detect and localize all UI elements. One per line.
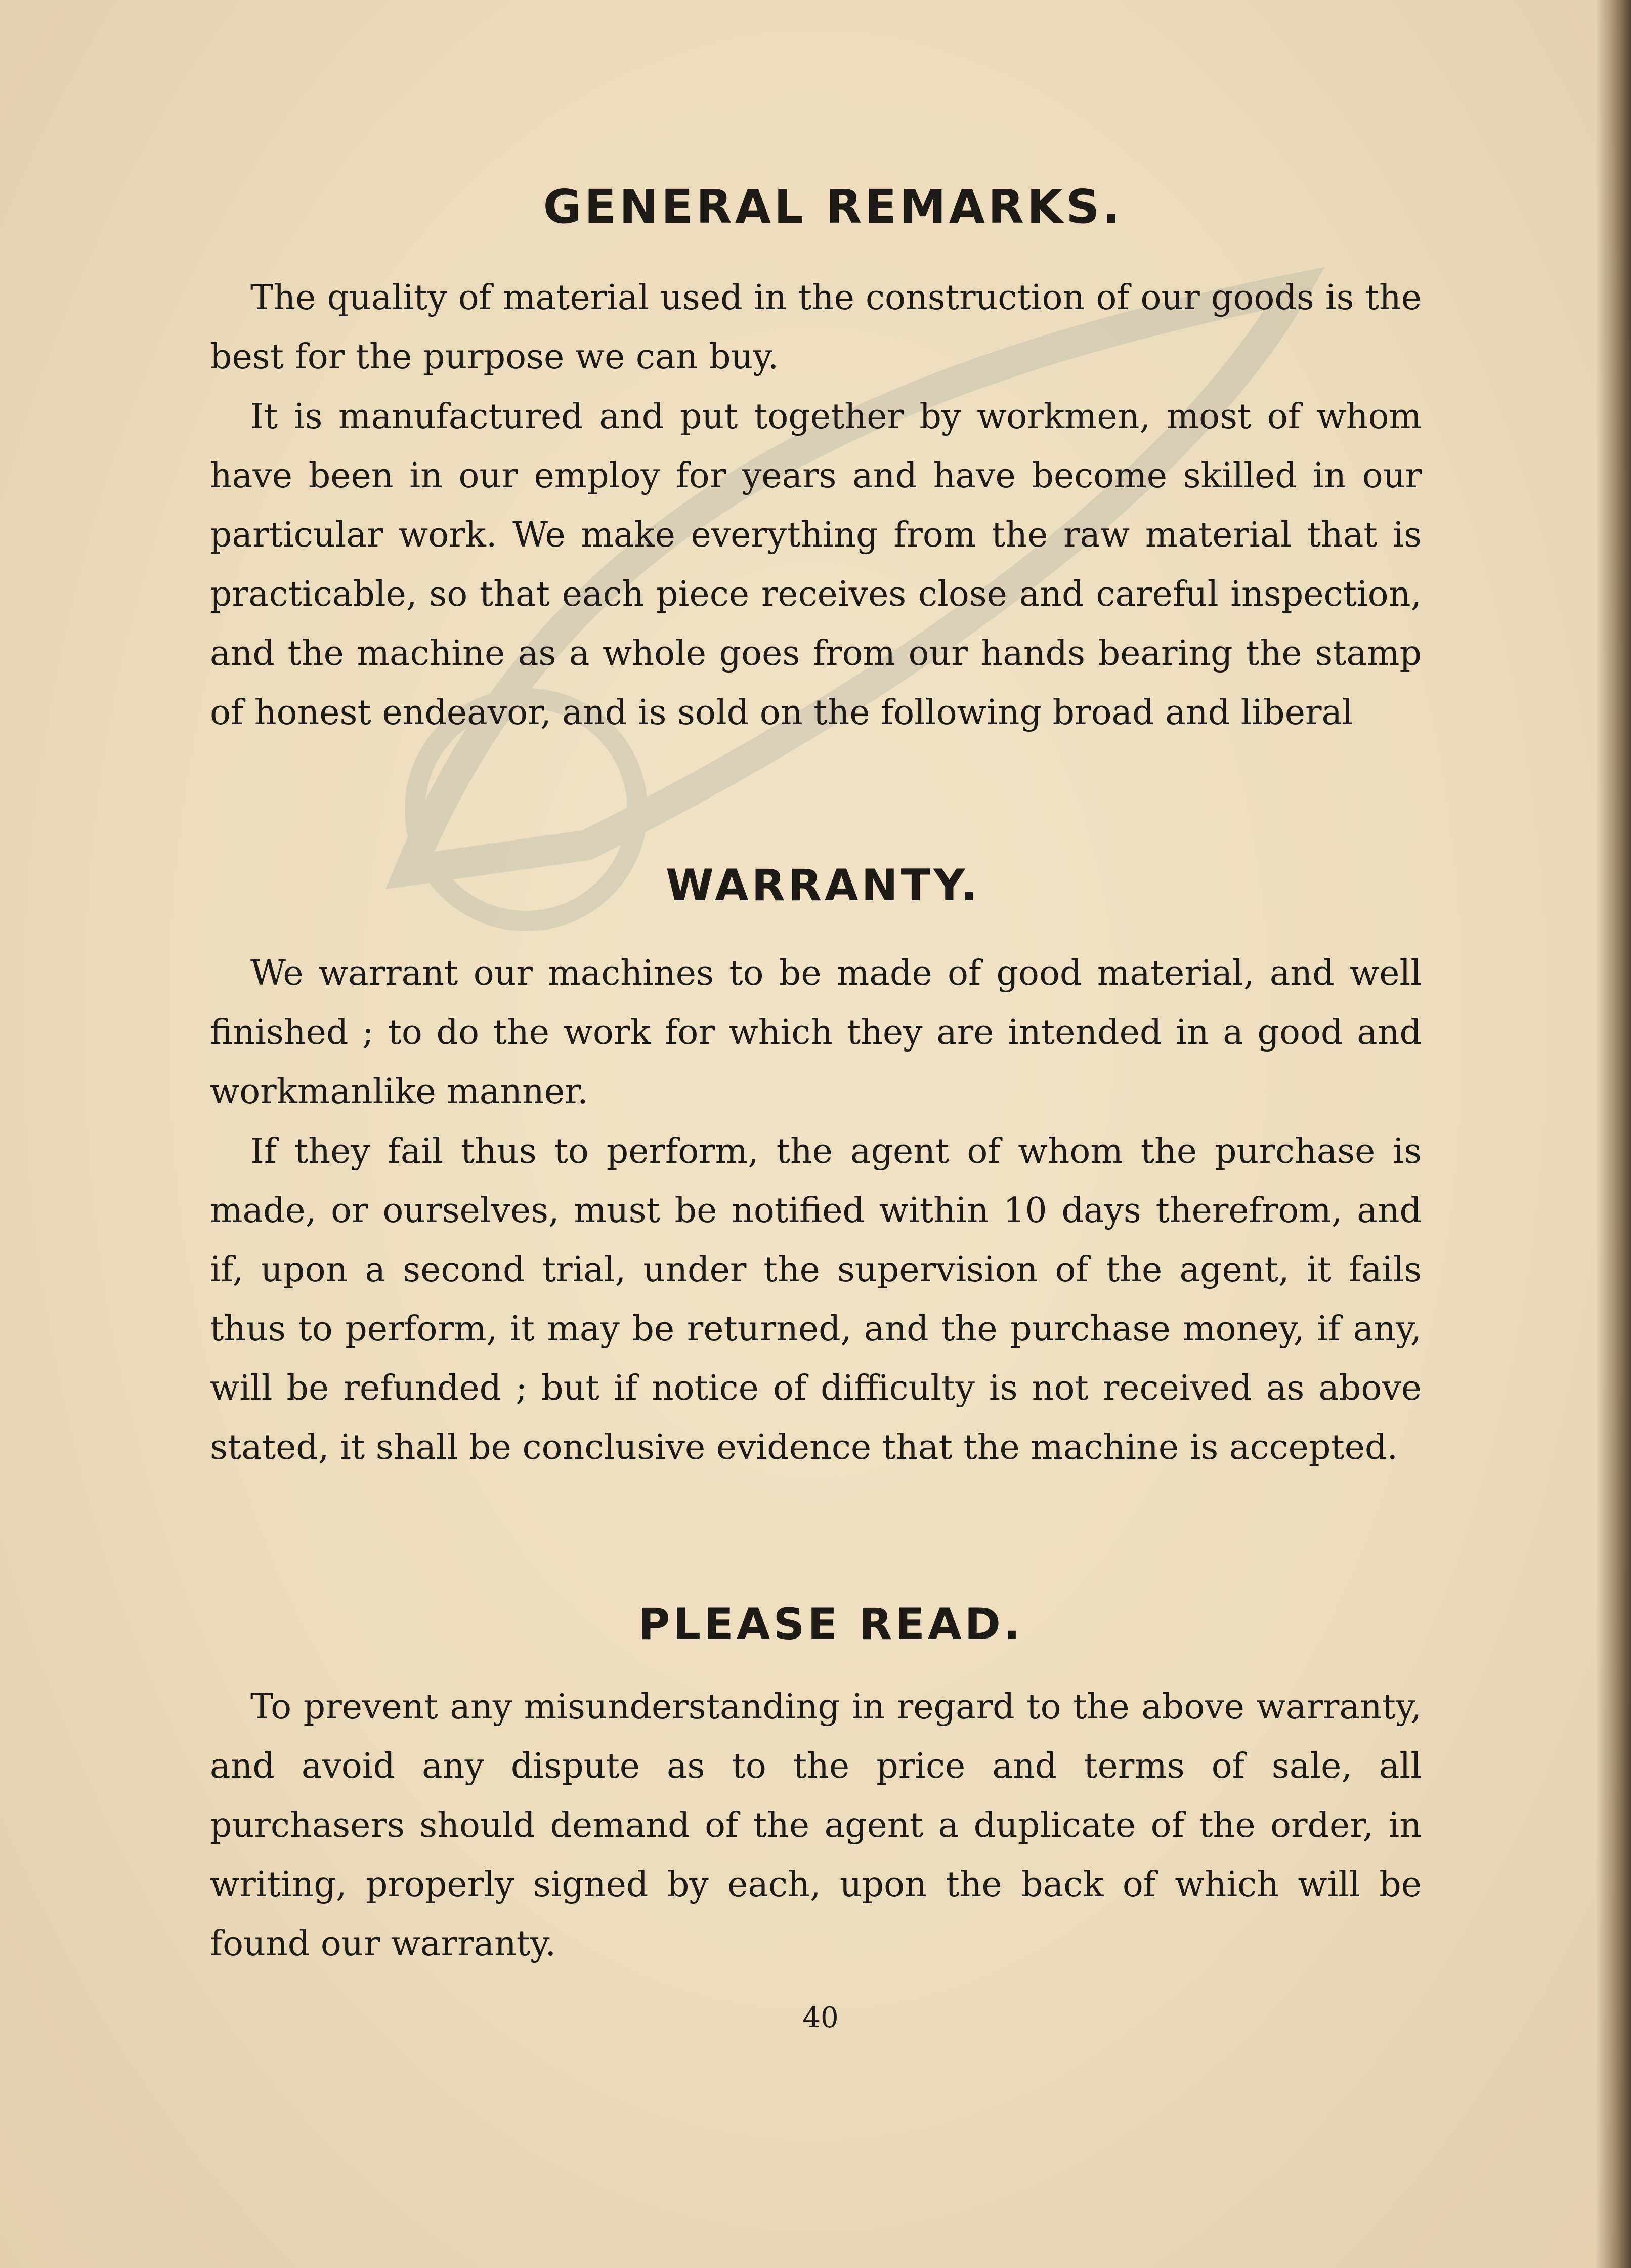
paragraph-material-quality: The quality of material used in the construction of our goods is the best for the purpose we can buy. [210,278,1422,377]
heading-warranty: WARRANTY. [666,860,980,911]
page-number: 40 [802,2001,839,2034]
paragraph-please-read: To prevent any misunderstanding in regard to the above warranty, and avoid any dispute as to the price and terms of sale, all purchasers should demand of the agent a duplicate of the order, in writing, properly signed by each, upon the back of which will be found our warranty. [210,1687,1422,1964]
paragraph-manufacture: It is manufactured and put together by workmen, most of whom have been in our employ for years and have become skilled in our particular work. We make everything from the raw material that is practicable, so that each piece receives close and careful inspection, and the machine as a whole goes from our hands bearing the stamp of honest endeavor, and is sold on the following broad and liberal [210,397,1422,733]
heading-general-remarks: GENERAL REMARKS. [543,180,1124,234]
heading-please-read: PLEASE READ. [638,1599,1023,1650]
paragraph-warranty-terms: We warrant our machines to be made of good material, and well finished ; to do the work for which they are intended in a good and workmanlike manner. [210,953,1422,1112]
paragraph-warranty-conditions: If they fail thus to perform, the agent of whom the purchase is made, or ourselves, must be notified within 10 days therefrom, and if, upon a second trial, under the supervision of the agent, it fails thus to perform, it may be returned, and the purchase money, if any, will be refunded ; but if notice of difficulty is not received as above stated, it shall be conclusive evidence that the machine is accepted. [210,1131,1422,1467]
page-spine-shadow [1596,0,1631,2268]
